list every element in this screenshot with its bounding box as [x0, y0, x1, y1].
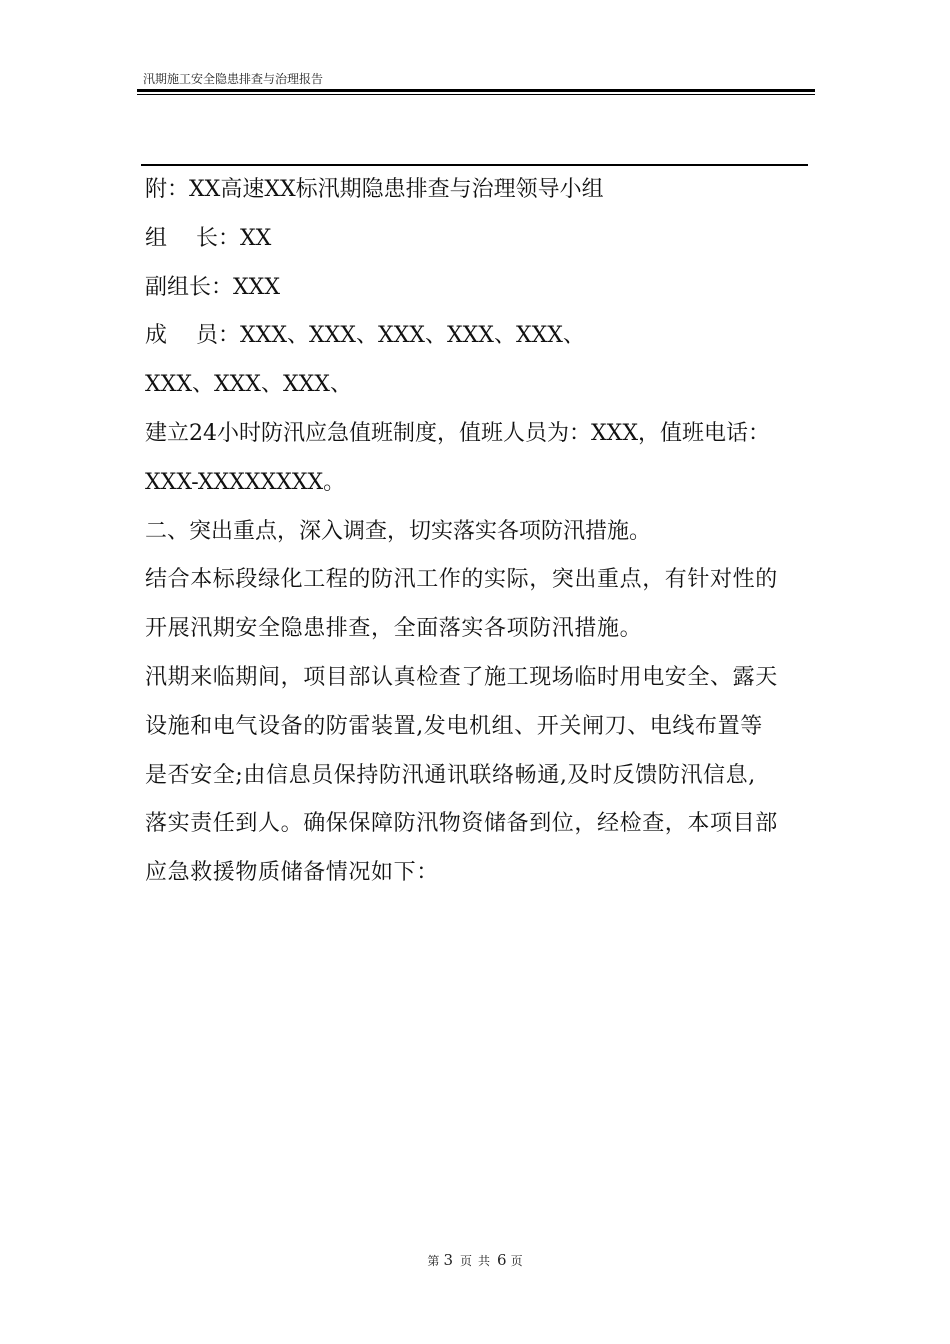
page-footer: [0, 1250, 950, 1271]
paragraph-line: 汛期来临期间，项目部认真检查了施工现场临时用电安全、露天: [145, 664, 778, 690]
footer-page-word: 页: [459, 1254, 472, 1268]
paragraph-line: 是否安全;由信息员保持防汛通讯联络畅通,及时反馈防汛信息,: [145, 762, 756, 788]
current-page-number: 3: [443, 1251, 453, 1269]
footer-total-word: 共: [478, 1254, 491, 1268]
deputy-leader-line: 副组长：XXX: [145, 274, 280, 300]
header-title: 汛期施工安全隐患排查与治理报告: [143, 72, 324, 86]
header-rule: [137, 89, 815, 92]
paragraph-line: 设施和电气设备的防雷装置,发电机组、开关闸刀、电线布置等: [145, 713, 763, 739]
group-leader-line: 组 长：XX: [145, 225, 272, 251]
paragraph-line: 应急救援物质储备情况如下：: [145, 860, 439, 886]
paragraph-line: 开展汛期安全隐患排查，全面落实各项防汛措施。: [145, 616, 643, 642]
total-page-number: 6: [497, 1251, 507, 1269]
members-line: 成 员：XXX、XXX、XXX、XXX、XXX、: [145, 323, 585, 349]
footer-suffix: 页: [510, 1254, 523, 1268]
section-two-heading: 二、突出重点，深入调查，切实落实各项防汛措施。: [145, 518, 652, 544]
appendix-heading: 附：XX高速XX标汛期隐患排查与治理领导小组: [145, 177, 604, 202]
header-rule-thin: [137, 94, 815, 95]
document-body: [145, 166, 815, 898]
paragraph-line: 落实责任到人。确保保障防汛物资储备到位，经检查，本项目部: [145, 811, 778, 837]
members-line-continued: XXX、XXX、XXX、: [145, 372, 352, 398]
duty-system-line: 建立24小时防汛应急值班制度，值班人员为：XXX，值班电话：: [145, 420, 770, 446]
duty-phone-line: XXX-XXXXXXXX。: [145, 469, 346, 495]
footer-prefix: 第: [427, 1254, 440, 1268]
paragraph-line: 结合本标段绿化工程的防汛工作的实际，突出重点，有针对性的: [145, 567, 778, 593]
